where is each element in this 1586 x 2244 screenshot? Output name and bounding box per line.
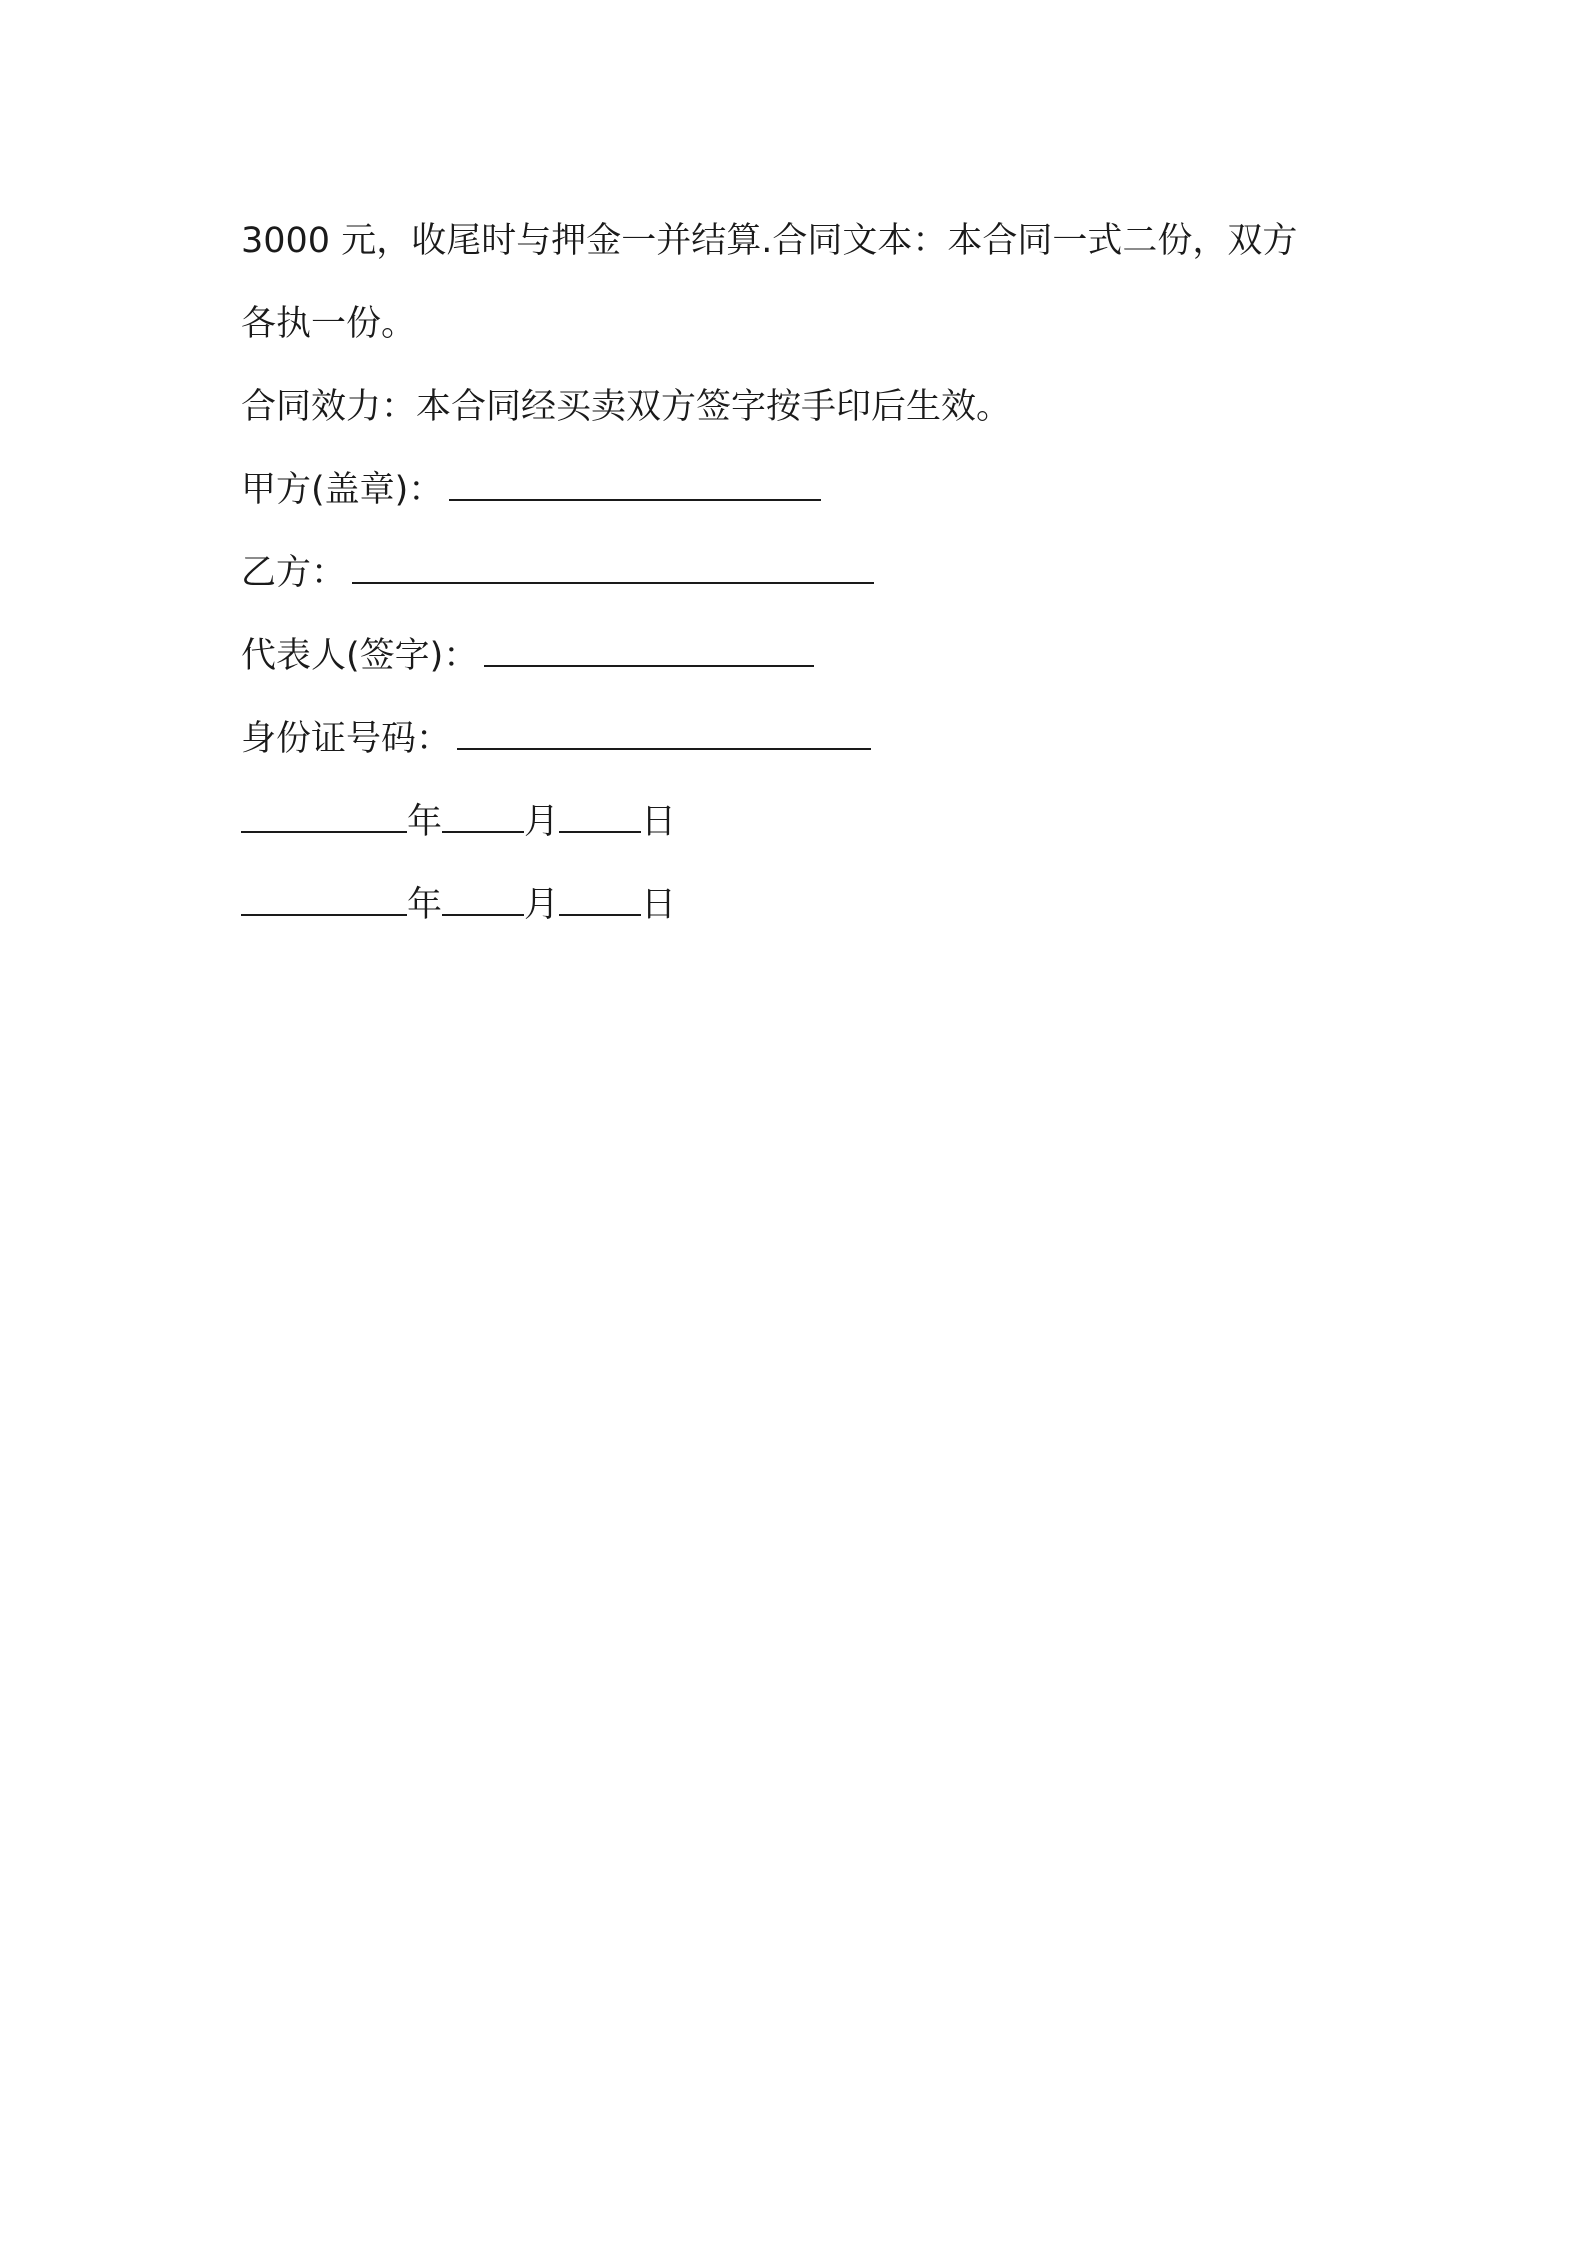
representative-label: 代表人(签字)：	[241, 636, 479, 676]
date-1-month-blank[interactable]	[442, 801, 524, 833]
representative-row	[241, 615, 1351, 698]
party-b-signature-blank[interactable]	[352, 552, 874, 584]
id-number-label: 身份证号码：	[241, 719, 452, 759]
effect-clause: 合同效力：本合同经买卖双方签字按手印后生效。	[241, 387, 1012, 427]
party-b-row	[241, 532, 1351, 615]
date-1-year-blank[interactable]	[241, 801, 407, 833]
date-2-year-blank[interactable]	[241, 884, 407, 916]
date-1-year-label: 年	[407, 802, 443, 842]
date-1-day-label: 日	[641, 802, 677, 842]
party-a-row	[241, 449, 1351, 532]
payment-clause-line-2: 各执一份。	[241, 304, 417, 344]
date-2-day-label: 日	[641, 885, 677, 925]
representative-signature-blank[interactable]	[484, 635, 814, 667]
id-number-row	[241, 698, 1351, 781]
party-a-signature-blank[interactable]	[449, 469, 821, 501]
party-a-label: 甲方(盖章)：	[241, 470, 444, 510]
date-2-year-label: 年	[407, 885, 443, 925]
document-body	[241, 200, 1351, 947]
date-2-day-blank[interactable]	[559, 884, 641, 916]
date-1-month-label: 月	[524, 802, 560, 842]
date-2-month-blank[interactable]	[442, 884, 524, 916]
date-2-month-label: 月	[524, 885, 560, 925]
party-b-label: 乙方：	[241, 553, 347, 593]
date-row-2	[241, 864, 1351, 947]
date-row-1	[241, 781, 1351, 864]
payment-clause-line-1: 3000 元，收尾时与押金一并结算.合同文本：本合同一式二份，双方	[241, 221, 1298, 261]
id-number-blank[interactable]	[457, 718, 871, 750]
date-1-day-blank[interactable]	[559, 801, 641, 833]
